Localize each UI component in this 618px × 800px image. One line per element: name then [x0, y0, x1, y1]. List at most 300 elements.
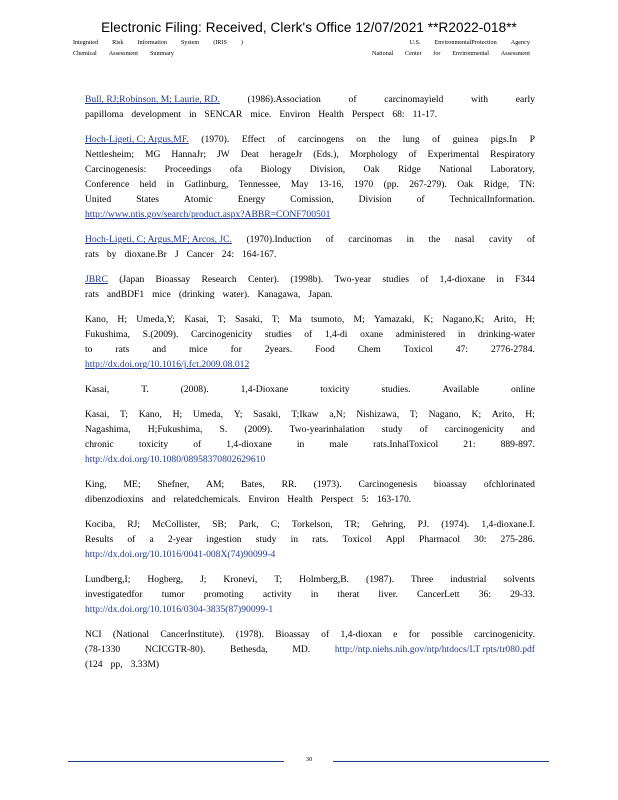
header-word: Assessment — [108, 50, 138, 57]
reference-word: (78-1330 — [85, 644, 121, 655]
header-word: Risk — [112, 39, 124, 46]
reference-word: Y; — [233, 409, 243, 420]
reference-word: of — [432, 134, 441, 145]
reference-line — [85, 92, 535, 107]
reference-word: T; — [217, 314, 226, 325]
reference-line — [85, 452, 535, 467]
reference-line — [85, 602, 535, 617]
reference-word: Deat — [240, 149, 259, 160]
reference-word: (2009). — [244, 424, 273, 435]
reference-word: drinking-water — [477, 329, 535, 340]
page-number: 30 — [305, 756, 313, 763]
reference-word: for — [230, 344, 242, 355]
header-word: Information — [137, 39, 167, 46]
reference-entry — [85, 92, 535, 122]
reference-line — [85, 287, 535, 302]
reference-word: Food — [315, 344, 335, 355]
reference-line — [85, 532, 535, 547]
doc-header-left-line1 — [73, 37, 243, 48]
reference-word: Ma — [288, 314, 302, 325]
reference-list — [85, 92, 535, 682]
reference-word: Kociba, — [85, 519, 116, 530]
reference-word: of — [127, 534, 136, 545]
reference-word: Kanagawa, — [257, 289, 301, 300]
reference-word: Two-year — [334, 274, 372, 285]
reference-word: H;Fukushima, — [147, 424, 203, 435]
reference-word: rats — [85, 289, 99, 300]
reference-word: toxicity — [320, 384, 350, 395]
reference-word: 889-897. — [500, 439, 535, 450]
reference-word: with — [471, 94, 489, 105]
reference-word: H; — [525, 409, 535, 420]
reference-word: the — [428, 234, 441, 245]
reference-line — [85, 357, 535, 372]
reference-word: Kano, — [85, 314, 109, 325]
reference-word: and — [521, 424, 535, 435]
reference-word: dibenzodioxins — [85, 494, 144, 505]
author-link[interactable]: JBRC — [85, 274, 108, 285]
reference-word: in — [188, 109, 197, 120]
reference-word: Kronevi, — [223, 574, 258, 585]
reference-word: Energy — [237, 194, 266, 205]
reference-word: of — [527, 234, 535, 245]
reference-word: a,N; — [329, 409, 346, 420]
reference-line — [85, 192, 535, 207]
reference-line — [85, 247, 535, 262]
reference-line — [85, 147, 535, 162]
reference-word: tumor — [161, 589, 185, 600]
reference-word: Division, — [309, 164, 346, 175]
reference-entry — [85, 572, 535, 617]
reference-word: carcinomayield — [384, 94, 444, 105]
reference-word: Available — [442, 384, 480, 395]
reference-line — [85, 477, 535, 492]
reference-word: of — [348, 94, 357, 105]
reference-word: T; — [271, 314, 280, 325]
reference-word: nasal — [454, 234, 475, 245]
reference-word: Kano, — [138, 409, 162, 420]
reference-word: Appl — [385, 534, 405, 545]
reference-line — [85, 162, 535, 177]
author-link[interactable]: Hoch-Ligeti, C; Argus,MF; Arcos, JC. — [85, 234, 232, 245]
reference-entry — [85, 382, 535, 397]
reference-word: carcinomas — [348, 234, 392, 245]
reference-word: carcinogenicity — [444, 424, 504, 435]
reference-word: herageJr — [269, 149, 303, 160]
reference-word: 2-year — [167, 534, 193, 545]
reference-word: rats — [115, 344, 130, 355]
reference-word: therat — [337, 589, 360, 600]
reference-line — [85, 587, 535, 602]
doc-header-right — [372, 37, 530, 59]
reference-word: Nagano, — [428, 409, 461, 420]
reference-line — [85, 107, 535, 122]
reference-line — [85, 382, 535, 397]
reference-word: in — [296, 439, 305, 450]
reference-word: 3.33M) — [130, 659, 160, 670]
reference-word: rats — [85, 249, 99, 260]
reference-word: 36: — [478, 589, 492, 600]
reference-word: MG — [144, 149, 161, 160]
reference-word: of — [193, 439, 202, 450]
reference-word: 2776-2784. — [490, 344, 535, 355]
reference-word: carcinogens — [297, 134, 344, 145]
reference-word: Comission, — [290, 194, 334, 205]
reference-word: States — [136, 194, 159, 205]
reference-word: H; — [525, 314, 535, 325]
reference-word: Cancer — [186, 249, 214, 260]
reference-word: Sasaki, — [235, 314, 263, 325]
reference-word: RR. — [281, 479, 297, 490]
reference-word: Kasai, — [184, 314, 209, 325]
reference-word: Effect — [241, 134, 266, 145]
header-word: System — [180, 39, 200, 46]
reference-word: of — [408, 149, 417, 160]
reference-word: Oak — [363, 164, 380, 175]
reference-word: Torkelson, — [291, 519, 333, 530]
reference-line — [85, 272, 535, 287]
reference-word: activity — [262, 589, 292, 600]
reference-word: Sasaki, — [253, 409, 281, 420]
reference-word: Tennessee, — [238, 179, 281, 190]
reference-word: pigs.In — [490, 134, 518, 145]
doi-link[interactable]: http://dx.doi.org/10.1016/j.fct.2009.08.012 — [85, 359, 250, 370]
reference-word: mice — [189, 344, 208, 355]
reference-word: Atomic — [183, 194, 213, 205]
reference-word: carcinogenicity. — [473, 629, 535, 640]
reference-word: Center). — [247, 274, 280, 285]
reference-word: relatedchemicals. — [173, 494, 241, 505]
reference-word: P — [529, 134, 535, 145]
reference-word: Environ — [279, 109, 311, 120]
reference-word: Health — [318, 109, 344, 120]
reference-word: e — [393, 629, 398, 640]
reference-word: 13-16, — [318, 179, 344, 190]
reference-word: Kasai, — [85, 409, 110, 420]
reference-word: in — [457, 329, 466, 340]
reference-word: studies — [264, 329, 292, 340]
author-link[interactable]: Hoch-Ligeti, C; Argus,MF. — [85, 134, 189, 145]
reference-word: CancerInstitute). — [160, 629, 225, 640]
reference-line — [85, 657, 535, 672]
reference-word: 2years. — [264, 344, 293, 355]
reference-word: Nettlesheim; — [85, 149, 135, 160]
reference-word: solvents — [503, 574, 535, 585]
reference-line — [85, 177, 535, 192]
reference-word: 275-286. — [500, 534, 535, 545]
reference-word: in — [496, 274, 504, 285]
reference-word: J; — [200, 574, 207, 585]
reference-word: RJ; — [127, 519, 141, 530]
reference-word: Carcinogenesis — [358, 479, 418, 490]
doi-link[interactable]: http://www.ntis.gov/search/product.aspx?ABBR=CONF700501 — [85, 209, 331, 220]
header-word: U.S. — [409, 39, 421, 46]
reference-word: Kasai, — [85, 384, 110, 395]
reference-word: a — [149, 534, 154, 545]
reference-word: (1998b). — [290, 274, 324, 285]
reference-word: study — [255, 534, 277, 545]
reference-word: papilloma — [85, 109, 124, 120]
reference-word: Proceedings — [164, 164, 212, 175]
reference-word: JW — [216, 149, 230, 160]
header-word: EnvironmentalProtection — [434, 39, 497, 46]
reference-word: Umeda, — [192, 409, 224, 420]
reference-word: ingestion — [206, 534, 242, 545]
reference-line — [85, 207, 535, 222]
reference-word: Biology — [260, 164, 292, 175]
doc-header-left-line2 — [73, 48, 243, 59]
reference-word: Bates, — [241, 479, 265, 490]
reference-word: dioxane.Br — [124, 249, 167, 260]
reference-line — [85, 132, 535, 147]
reference-word: King, — [85, 479, 107, 490]
reference-word: Fukushima, — [85, 329, 131, 340]
doc-header-right-line2 — [372, 48, 530, 59]
reference-word: studies. — [381, 384, 411, 395]
reference-line — [85, 437, 535, 452]
reference-word: of — [416, 194, 425, 205]
reference-word: T;Ikaw — [291, 409, 319, 420]
reference-word: (1974). — [441, 519, 470, 530]
reference-entry — [85, 272, 535, 302]
reference-word: T. — [141, 384, 149, 395]
reference-entry — [85, 517, 535, 562]
reference-entry — [85, 312, 535, 372]
reference-word: (1986).Association — [247, 94, 321, 105]
reference-word: and — [151, 494, 166, 505]
reference-line — [85, 627, 535, 642]
reference-word: Bioassay — [155, 274, 191, 285]
reference-word: AM; — [206, 479, 225, 490]
header-word: Integrated — [73, 39, 99, 46]
reference-word: 5: — [361, 494, 369, 505]
reference-entry — [85, 407, 535, 467]
reference-word: guinea — [452, 134, 479, 145]
reference-word: 1970 — [354, 179, 374, 190]
reference-word: 1,4-di — [324, 329, 348, 340]
header-word: Summary — [149, 50, 174, 57]
reference-word: Umeda,Y; — [136, 314, 176, 325]
reference-word: in — [166, 179, 175, 190]
reference-word: Bethesda, — [230, 644, 268, 655]
reference-word: rats.InhalToxicol — [373, 439, 439, 450]
reference-word: (pp. — [383, 179, 399, 190]
reference-word: investigatedfor — [85, 589, 143, 600]
reference-word: 29-33. — [510, 589, 535, 600]
doi-link[interactable]: http://dx.doi.org/10.1016/0041-008X(74)90099-4 — [85, 549, 276, 560]
reference-word: Hogberg, — [147, 574, 184, 585]
reference-word: cavity — [489, 234, 513, 245]
reference-word: held — [139, 179, 157, 190]
reference-word: toxicity — [138, 439, 169, 450]
reference-word: and — [152, 344, 167, 355]
reference-word: for — [408, 629, 420, 640]
reference-word: 1,4-dioxane — [439, 274, 486, 285]
reference-word: promoting — [203, 589, 244, 600]
reference-word: (1970). — [201, 134, 230, 145]
reference-word: liver. — [378, 589, 398, 600]
reference-word: T; — [409, 409, 418, 420]
reference-word: Carcinogenicity — [191, 329, 253, 340]
reference-word: NCI — [85, 629, 102, 640]
reference-word: Research — [201, 274, 237, 285]
reference-word: 267-279). — [409, 179, 447, 190]
reference-word: 11-17. — [412, 109, 438, 120]
reference-word: National — [439, 164, 473, 175]
reference-word: studies — [382, 274, 410, 285]
reference-word: rats. — [312, 534, 329, 545]
reference-word: S. — [219, 424, 228, 435]
reference-word: K; — [423, 314, 434, 325]
reference-word: 164-167. — [242, 249, 277, 260]
reference-word: by — [106, 249, 117, 260]
reference-word: Japan. — [308, 289, 333, 300]
reference-word: Perspect — [351, 109, 385, 120]
reference-word: ofchlorinated — [483, 479, 535, 490]
reference-word: Results — [85, 534, 114, 545]
doc-header-right-line1 — [372, 37, 530, 48]
reference-word: mice. — [250, 109, 272, 120]
reference-line — [85, 342, 535, 357]
header-word: Environmental — [452, 50, 490, 57]
footer-rule-right — [333, 761, 549, 762]
reference-word: in — [406, 234, 414, 245]
header-word: National — [372, 50, 394, 57]
reference-word: Perspect — [320, 494, 354, 505]
reference-word: (Eds.), — [313, 149, 339, 160]
reference-word: Nagashima, — [85, 424, 131, 435]
reference-word: United — [85, 194, 112, 205]
reference-line — [85, 547, 535, 562]
reference-word: TR; — [344, 519, 360, 530]
header-word: Agency — [510, 39, 530, 46]
doi-link[interactable]: http://dx.doi.org/10.1016/0304-3835(87)90099-1 — [85, 604, 274, 615]
reference-word: TN: — [519, 179, 535, 190]
reference-word: Respiratory — [490, 149, 535, 160]
reference-word: MD. — [292, 644, 311, 655]
reference-word: C; — [270, 519, 280, 530]
reference-word: Health — [287, 494, 313, 505]
reference-word: Holmberg,B. — [299, 574, 350, 585]
reference-word: of — [304, 329, 313, 340]
reference-word: development — [131, 109, 181, 120]
reference-word: (2008). — [180, 384, 209, 395]
reference-word: (1970).Induction — [246, 234, 312, 245]
reference-word: Yamazaki, — [373, 314, 415, 325]
reference-word: lung — [402, 134, 420, 145]
reference-word: of — [321, 629, 330, 640]
reference-word: oxane — [360, 329, 384, 340]
reference-line — [85, 422, 535, 437]
reference-word: T; — [274, 574, 283, 585]
reference-word: Three — [410, 574, 434, 585]
reference-word: in — [290, 534, 299, 545]
reference-word: S.(2009). — [142, 329, 179, 340]
reference-word: Division — [358, 194, 392, 205]
reference-word: TechnicalInformation. — [449, 194, 535, 205]
reference-entry — [85, 232, 535, 262]
reference-word: 68: — [392, 109, 405, 120]
reference-word: of — [325, 234, 334, 245]
reference-word: 1,4-dioxane.I. — [481, 519, 535, 530]
reference-word: Oak — [457, 179, 474, 190]
reference-entry — [85, 627, 535, 672]
reference-word: in — [310, 589, 319, 600]
reference-word: Pharmacol — [419, 534, 461, 545]
reference-entry — [85, 132, 535, 222]
reference-word: J — [174, 249, 179, 260]
reference-word: bioassay — [433, 479, 467, 490]
reference-line — [85, 572, 535, 587]
reference-word: 47: — [455, 344, 468, 355]
reference-word: Two-yearinhalation — [289, 424, 365, 435]
reference-word: tsumoto, — [310, 314, 345, 325]
reference-word: SENCAR — [204, 109, 243, 120]
reference-word: Conference — [85, 179, 130, 190]
doi-link[interactable]: http://ntp.niehs.nih.gov/ntp/htdocs/LT rpts/tr080.pdf — [334, 644, 535, 655]
reference-word: mice — [152, 289, 171, 300]
reference-word: CancerLett — [416, 589, 460, 600]
reference-word: Park, — [238, 519, 259, 530]
reference-word: Ridge — [397, 164, 421, 175]
reference-word: to — [85, 344, 93, 355]
reference-word: andBDF1 — [106, 289, 145, 300]
reference-word: Toxicol — [403, 344, 433, 355]
reference-word: Nagano,K; — [442, 314, 485, 325]
reference-word: 24: — [221, 249, 234, 260]
reference-word: ofa — [229, 164, 243, 175]
reference-word: industrial — [450, 574, 487, 585]
reference-word: M; — [353, 314, 365, 325]
reference-word: H; — [172, 409, 183, 420]
reference-word: water). — [222, 289, 250, 300]
reference-word: possible — [431, 629, 463, 640]
reference-word: 1,4-Dioxane — [240, 384, 289, 395]
reference-line — [85, 327, 535, 342]
header-word: Assessment — [500, 50, 530, 57]
header-word: for — [433, 50, 441, 57]
reference-line — [85, 232, 535, 247]
reference-word: 163-170. — [376, 494, 412, 505]
reference-word: of — [420, 274, 429, 285]
reference-word: of — [419, 424, 428, 435]
reference-word: Carcinogenesis: — [85, 164, 147, 175]
header-word: ) — [240, 39, 243, 46]
reference-word: SB; — [212, 519, 227, 530]
reference-word: 1,4-dioxan — [340, 629, 382, 640]
reference-word: Laboratory, — [490, 164, 535, 175]
reference-word: 1,4-dioxane — [226, 439, 272, 450]
footer-rule-left — [68, 761, 284, 762]
reference-word: Morphology — [349, 149, 398, 160]
reference-line — [85, 492, 535, 507]
reference-word: Chem — [357, 344, 381, 355]
reference-word: K; — [471, 409, 482, 420]
reference-word: Ridge, — [483, 179, 509, 190]
reference-word: F344 — [515, 274, 535, 285]
reference-word: 21: — [463, 439, 476, 450]
reference-word: H; — [117, 314, 128, 325]
reference-word: (drinking — [178, 289, 215, 300]
reference-line — [85, 407, 535, 422]
author-link[interactable]: Bull, RJ;Robinson, M; Laurie, RD. — [85, 94, 220, 105]
reference-word: Gehring, — [371, 519, 406, 530]
reference-word: pp, — [110, 659, 123, 670]
doi-link[interactable]: http://dx.doi.org/10.1080/08958370802629610 — [85, 454, 266, 465]
reference-word: (1978). — [235, 629, 264, 640]
reference-word: NCICGTR-80). — [144, 644, 206, 655]
header-word: (IRIS — [213, 39, 227, 46]
